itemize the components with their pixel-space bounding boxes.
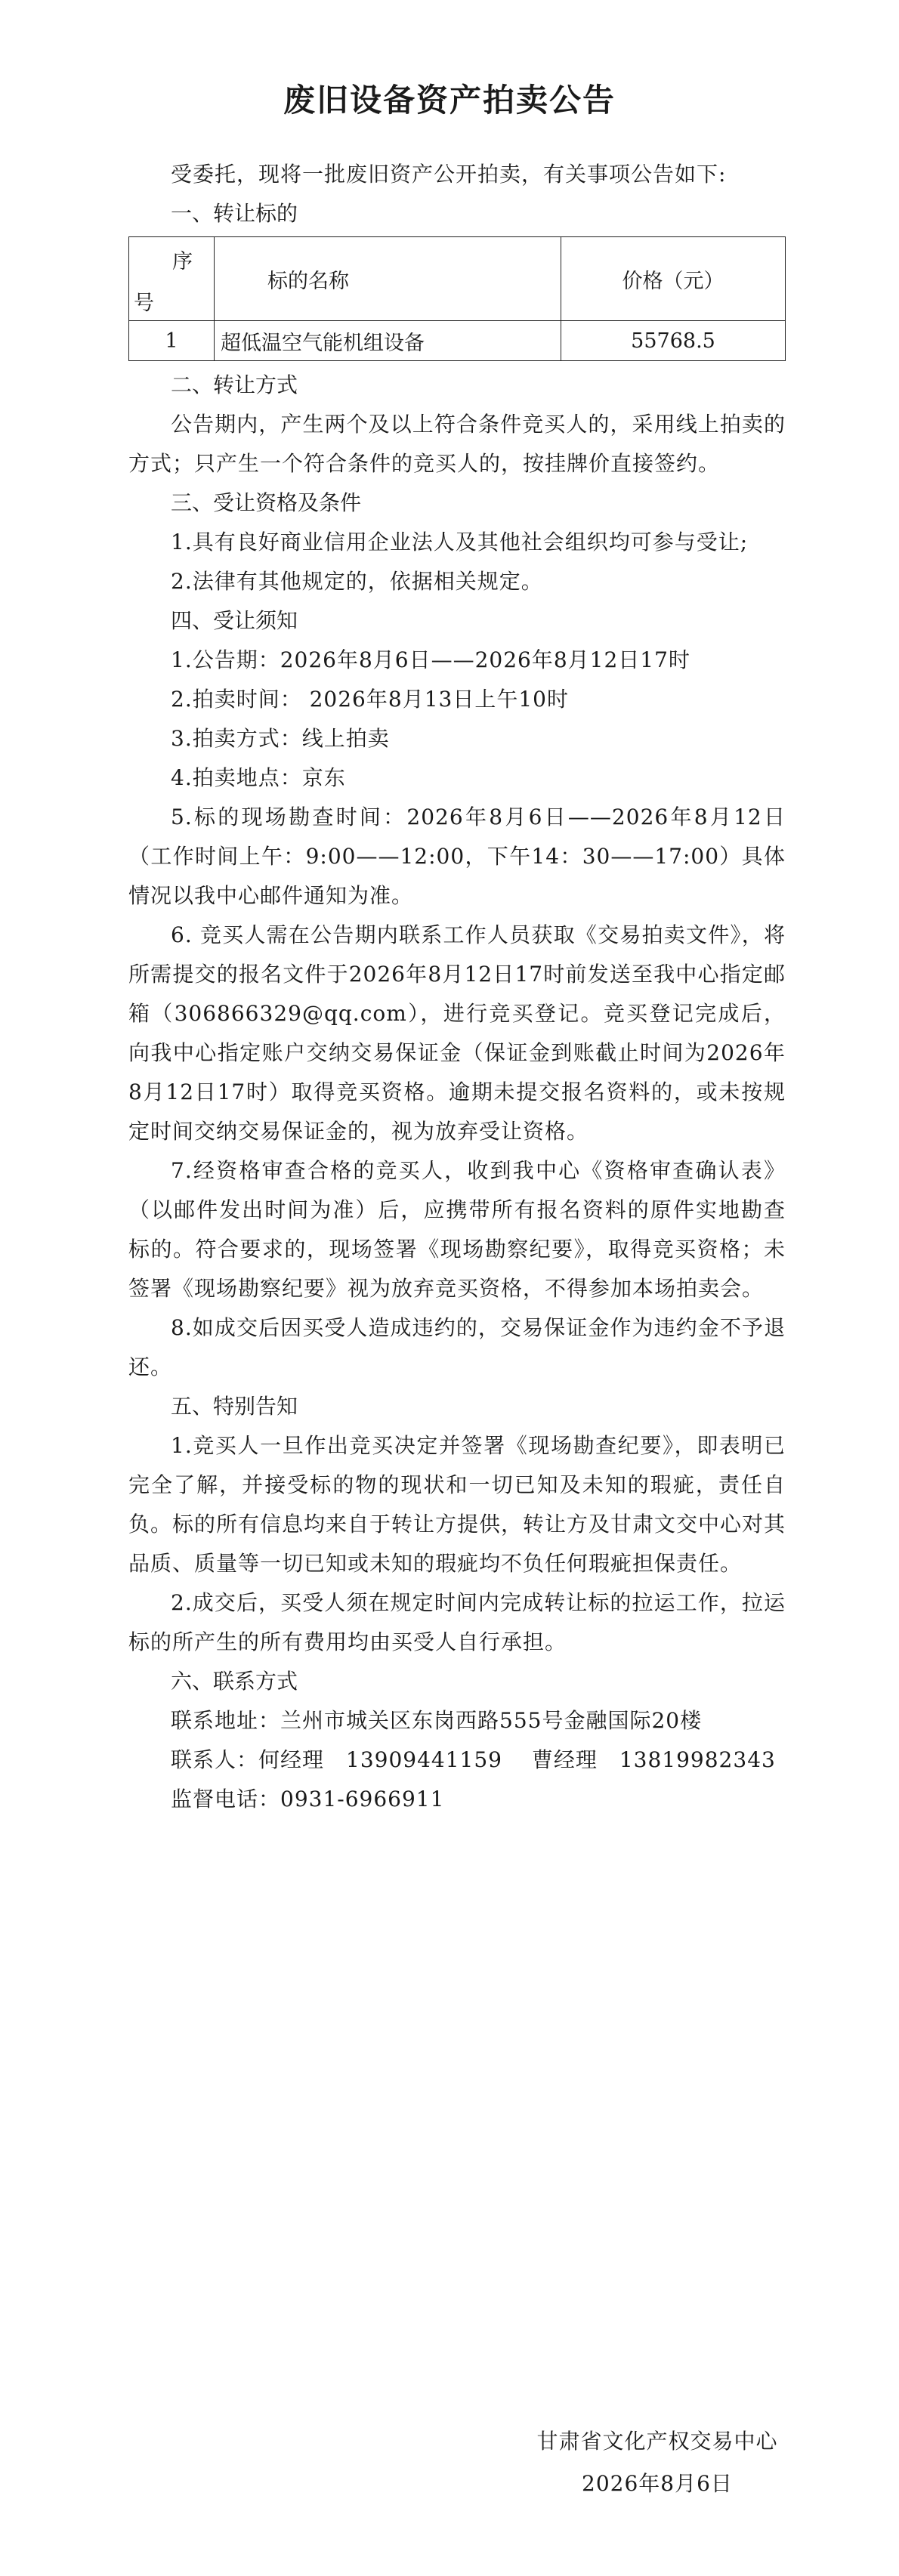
section-heading-qualification: 三、受让资格及条件	[171, 490, 362, 515]
signature-date: 2026年8月6日	[582, 2471, 733, 2496]
subject-table	[128, 236, 786, 361]
contact-persons: 联系人：何经理 13909441159 曹经理 13819982343	[171, 1747, 776, 1772]
section-heading-method: 二、转让方式	[171, 372, 298, 397]
special-item: 1.竞买人一旦作出竞买决定并签署《现场勘查纪要》，即表明已完全了解，并接受标的物的现状和一切已知及未知的瑕疵，责任自负。标的所有信息均来自于转让方提供，转让方及甘肃文交中心对其品质、质量等一切已知或未知的瑕疵均不负任何瑕疵担保责任。	[128, 1433, 786, 1576]
header-no	[129, 237, 215, 321]
supervision-phone: 监督电话：0931-6966911	[171, 1787, 445, 1812]
row-price: 55768.5	[561, 321, 786, 361]
announcement-body	[128, 155, 786, 1819]
notice-item: 8.如成交后因买受人造成违约的，交易保证金作为违约金不予退还。	[128, 1315, 786, 1379]
qualification-item: 1.具有良好商业信用企业法人及其他社会组织均可参与受让;	[171, 530, 749, 554]
notice-item: 7.经资格审查合格的竞买人，收到我中心《资格审查确认表》（以邮件发出时间为准）后，应携带所有报名资料的原件实地勘查标的。符合要求的，现场签署《现场勘察纪要》，取得竞买资格；未签署《现场勘察纪要》视为放弃竞买资格，不得参加本场拍卖会。	[128, 1158, 786, 1301]
header-price: 价格（元）	[561, 237, 786, 321]
notice-item: 4.拍卖地点：京东	[171, 765, 346, 790]
method-paragraph: 公告期内，产生两个及以上符合条件竞买人的，采用线上拍卖的方式；只产生一个符合条件的竞买人的，按挂牌价直接签约。	[128, 412, 786, 476]
page-title: 废旧设备资产拍卖公告	[283, 82, 616, 119]
notice-item: 2.拍卖时间： 2026年8月13日上午10时	[171, 687, 569, 712]
header-name: 标的名称	[215, 237, 561, 321]
table-header-row	[129, 237, 786, 321]
notice-item: 5.标的现场勘查时间：2026年8月6日——2026年8月12日（工作时间上午：9:00——12:00，下午14：30——17:00）具体情况以我中心邮件通知为准。	[128, 805, 786, 908]
notice-item: 1.公告期：2026年8月6日——2026年8月12日17时	[171, 647, 690, 672]
contact-address: 联系地址：兰州市城关区东岗西路555号金融国际20楼	[171, 1708, 703, 1733]
section-heading-notice: 四、受让须知	[171, 608, 298, 633]
table-row	[129, 321, 786, 361]
row-no: 1	[129, 321, 215, 361]
notice-item: 6. 竞买人需在公告期内联系工作人员获取《交易拍卖文件》，将所需提交的报名文件于2026年8月12日17时前发送至我中心指定邮箱（306866329@qq.com），进行竞买登记。竞买登记完成后，向我中心指定账户交纳交易保证金（保证金到账截止时间为2026年8月12日17时）取得竞买资格。逾期未提交报名资料的，或未按规定时间交纳交易保证金的，视为放弃受让资格。	[128, 922, 786, 1144]
notice-item: 3.拍卖方式：线上拍卖	[171, 726, 390, 751]
qualification-item: 2.法律有其他规定的，依据相关规定。	[171, 569, 543, 594]
header-no-top: 序	[172, 250, 193, 273]
section-heading-contact: 六、联系方式	[171, 1669, 298, 1694]
intro-paragraph: 受委托，现将一批废旧资产公开拍卖，有关事项公告如下:	[171, 162, 727, 187]
signature-org: 甘肃省文化产权交易中心	[536, 2429, 778, 2454]
section-heading-special: 五、特别告知	[171, 1394, 298, 1419]
special-item: 2.成交后，买受人须在规定时间内完成转让标的拉运工作，拉运标的所产生的所有费用均由买受人自行承担。	[128, 1590, 786, 1654]
header-no-bottom: 号	[134, 292, 154, 315]
row-name: 超低温空气能机组设备	[215, 321, 561, 361]
section-heading-subject: 一、转让标的	[171, 201, 298, 226]
